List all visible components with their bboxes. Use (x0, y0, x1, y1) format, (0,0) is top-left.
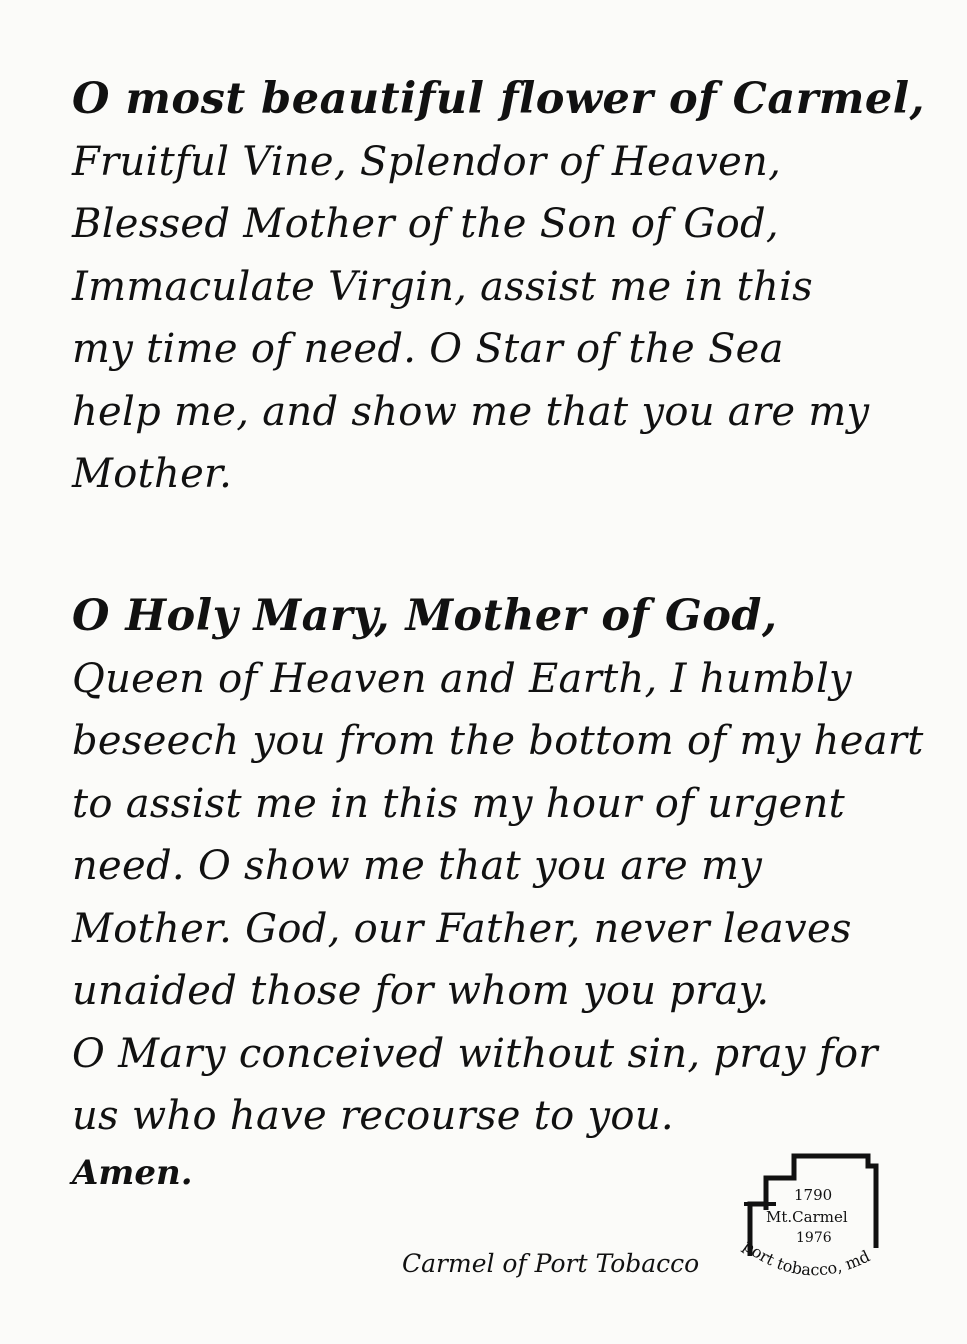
prayer-section-carmel (72, 68, 926, 506)
prayer-line: my time of need. O Star of the Sea (72, 326, 784, 372)
seal-place-text: port tobacco, md (739, 1236, 873, 1280)
carmel-seal-logo (736, 1148, 886, 1308)
prayer-line: Fruitful Vine, Splendor of Heaven, (72, 138, 782, 185)
prayer-line: Immaculate Virgin, assist me in this (72, 263, 814, 310)
prayer-line: Mother. (72, 451, 233, 497)
closing-amen: Amen. (72, 1153, 193, 1193)
prayer-line: help me, and show me that you are my (72, 388, 870, 435)
prayer-line: beseech you from the bottom of my heart (72, 718, 924, 764)
prayer-line: us who have recourse to you. (72, 1093, 674, 1139)
prayer-line: unaided those for whom you pray. (72, 968, 770, 1014)
prayer-line: need. O show me that you are my (72, 843, 763, 889)
carmel-building-icon (736, 1148, 886, 1308)
seal-name: Mt.Carmel (766, 1208, 848, 1226)
prayer-heading: O most beautiful flower of Carmel, (72, 74, 926, 124)
prayer-line: to assist me in this my hour of urgent (72, 780, 846, 827)
prayer-line: O Mary conceived without sin, pray for (72, 1030, 878, 1077)
prayer-line: Queen of Heaven and Earth, I humbly (72, 655, 852, 702)
prayer-line: Mother. God, our Father, never leaves (72, 905, 852, 952)
footer-attribution: Carmel of Port Tobacco (402, 1249, 700, 1278)
seal-year-founded: 1790 (794, 1186, 833, 1204)
prayer-line: Blessed Mother of the Son of God, (72, 201, 779, 247)
prayer-heading: O Holy Mary, Mother of God, (72, 591, 778, 641)
seal-year-restored: 1976 (796, 1230, 832, 1246)
prayer-section-holy-mary (72, 585, 924, 1148)
